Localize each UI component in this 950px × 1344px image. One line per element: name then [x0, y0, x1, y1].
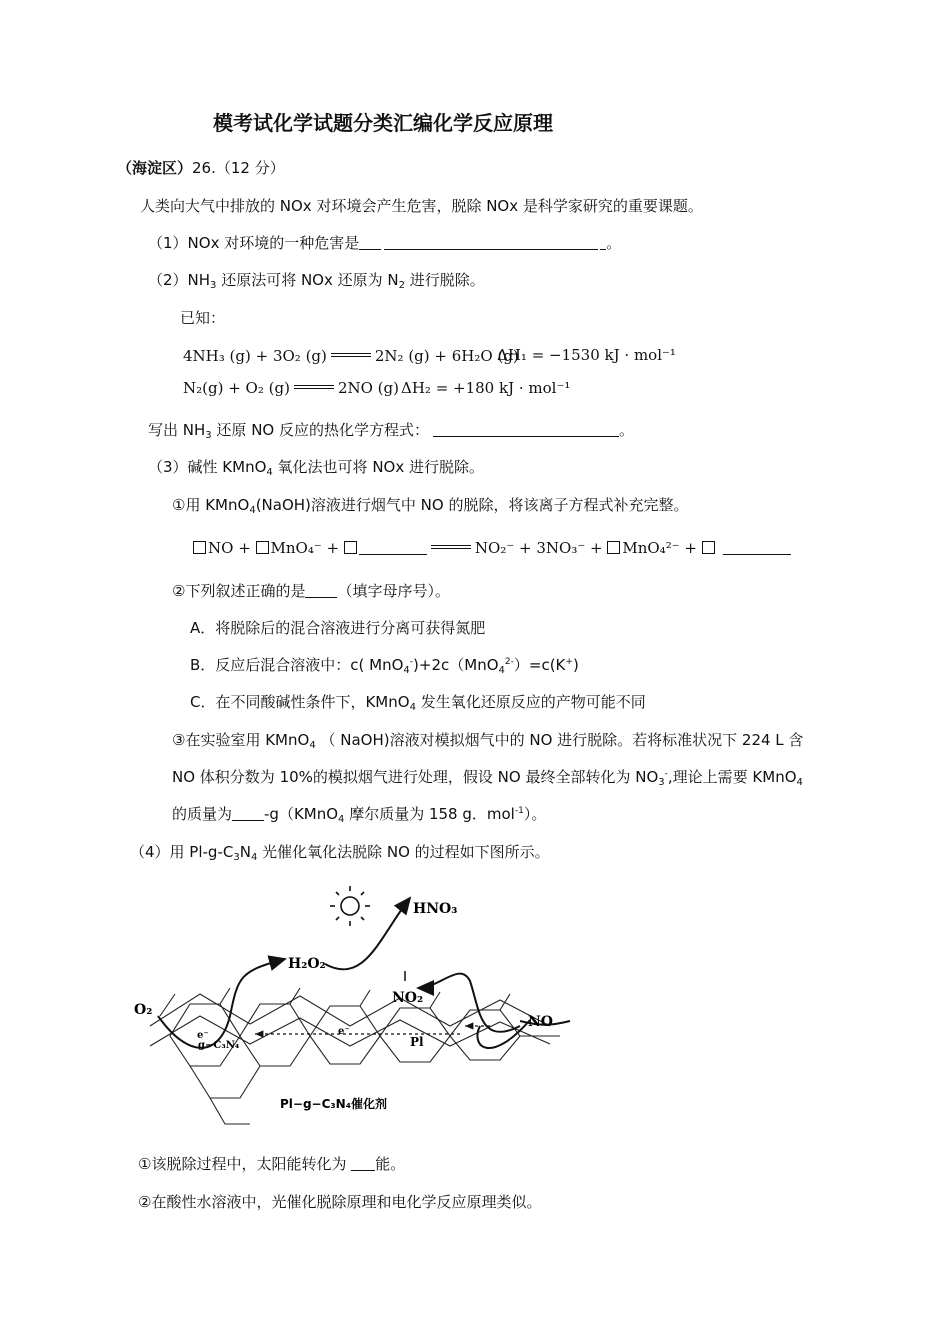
figure-caption: Pl−g−C₃N₄催化剂 — [280, 1097, 387, 1111]
answer-box[interactable] — [193, 541, 206, 554]
ion-equation: NO + MnO₄⁻ + NO₂⁻ + 3NO₃⁻ + MnO₄²⁻ + — [193, 538, 791, 558]
question-header: （海淀区）26.（12 分） — [117, 159, 285, 177]
part2-question: 写出 $NH_3$ 还原 NO 反应的热化学方程式： 。 — [148, 421, 635, 441]
option-b: B．反应后混合溶液中：c( MnO$_4$-)+2c（MnO$_4^{2-}$）=c(K+) — [190, 656, 579, 676]
part3-1: ①用 KMnO$_4$(NaOH)溶液进行烟气中 NO 的脱除，将该离子方程式补充完整。 — [172, 496, 689, 516]
part3-3-line2: NO 体积分数为 10%的模拟烟气进行处理，假设 NO 最终全部转化为 $NO_3^-$,理论上需要 KMnO$_4$ — [172, 768, 803, 788]
part3-3-line3: 的质量为 -g（KMnO$_4$ 摩尔质量为 158 g．mol$^{-1}$）。 — [172, 805, 547, 825]
label-electron-1: e⁻ — [197, 1030, 209, 1041]
equation-2: N₂(g) + O₂ (g) 2NO (g) — [183, 379, 399, 397]
region-label: （海淀区） — [117, 159, 193, 177]
label-h2o2: H₂O₂ — [288, 956, 326, 972]
answer-box[interactable] — [344, 541, 357, 554]
delta-h2: ΔH₂ = +180 kJ · mol⁻¹ — [401, 379, 571, 397]
label-o2: O₂ — [134, 1002, 153, 1018]
part4-2: ②在酸性水溶液中，光催化脱除原理和电化学反应原理类似。 — [138, 1193, 542, 1211]
part4-1: ①该脱除过程中，太阳能转化为 能。 — [138, 1155, 406, 1173]
option-a: A．将脱除后的混合溶液进行分离可获得氮肥 — [190, 619, 486, 637]
label-no2: NO₂ — [392, 990, 424, 1006]
photocatalysis-diagram — [130, 876, 580, 1136]
delta-h1: ΔH₁ = −1530 kJ · mol⁻¹ — [497, 346, 676, 364]
label-hno3: HNO₃ — [413, 901, 458, 917]
intro-text: 人类向大气中排放的 NOx 对环境会产生危害，脱除 NOx 是科学家研究的重要课题。 — [140, 197, 703, 215]
label-gc3n4: g−C₃N₄ — [198, 1040, 240, 1051]
part2: $(2)NH_3$ 还原法可将 NOx 还原为 $N_2$ 进行脱除。 — [148, 271, 485, 291]
label-pl: Pl — [410, 1035, 424, 1049]
page-title: 模考试化学试题分类汇编化学反应原理 — [213, 111, 553, 135]
answer-box[interactable] — [702, 541, 715, 554]
sun-icon — [330, 886, 370, 926]
label-electron-2: e⁻ — [338, 1026, 350, 1037]
answer-box[interactable] — [607, 541, 620, 554]
part3: （3）碱性 KMnO$_4$ 氧化法也可将 NOx 进行脱除。 — [148, 458, 484, 478]
part3-3-line1: ③在实验室用 KMnO$_4$ （ NaOH)溶液对模拟烟气中的 NO 进行脱除。若将标准状况下 224 L 含 — [172, 731, 804, 751]
answer-box[interactable] — [256, 541, 269, 554]
h2o2-to-hno3-arrow — [325, 898, 410, 969]
part4: （4）用 $Pl-g-C_3N_4$ 光催化氧化法脱除 NO 的过程如下图所示。 — [130, 843, 550, 863]
label-no: NO — [528, 1014, 553, 1030]
part3-2: ②下列叙述正确的是 （填字母序号）。 — [172, 582, 450, 600]
known-label: 已知： — [180, 309, 226, 327]
part1: （1）NOx 对环境的一种危害是 。 — [148, 234, 622, 252]
equation-1: 4NH₃ (g) + 3O₂ (g) 2N₂ (g) + 6H₂O (g) — [183, 347, 519, 365]
option-c: C．在不同酸碱性条件下，KMnO$_4$ 发生氧化还原反应的产物可能不同 — [190, 693, 646, 713]
